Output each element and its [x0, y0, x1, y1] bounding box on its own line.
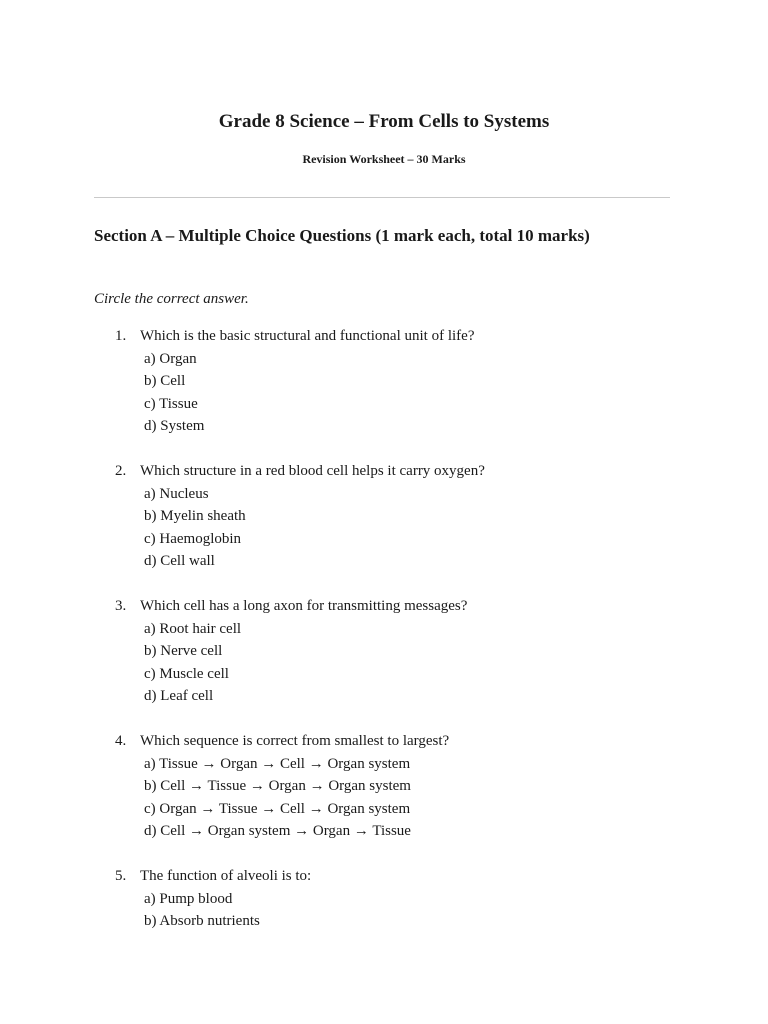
question-text: The function of alveoli is to: — [140, 868, 312, 884]
question-item — [94, 325, 694, 438]
question-text: Which cell has a long axon for transmitting messages? — [140, 598, 468, 614]
answer-option[interactable]: d) Leaf cell — [144, 688, 214, 704]
answer-option[interactable]: c) Tissue — [144, 395, 198, 412]
section-a-instruction: Circle the correct answer. — [94, 291, 249, 307]
answer-option[interactable]: a) Nucleus — [144, 485, 209, 502]
answer-option[interactable]: d) Cell → Organ system → Organ → Tissue — [144, 823, 411, 839]
answer-option[interactable]: b) Nerve cell — [144, 643, 223, 659]
question-item — [94, 730, 694, 843]
question-number: 4. — [115, 733, 127, 749]
answer-options — [94, 753, 694, 843]
question-item — [94, 865, 694, 933]
question-number: 1. — [115, 328, 127, 344]
question-list — [94, 325, 694, 955]
answer-option[interactable]: b) Absorb nutrients — [144, 913, 260, 929]
worksheet-subtitle: Revision Worksheet – 30 Marks — [302, 152, 466, 166]
header-divider — [94, 197, 670, 198]
answer-option[interactable]: b) Cell → Tissue → Organ → Organ system — [144, 778, 411, 794]
answer-option[interactable]: b) Myelin sheath — [144, 508, 246, 524]
answer-options — [94, 348, 694, 438]
answer-option[interactable]: a) Pump blood — [144, 890, 233, 907]
worksheet-title: Grade 8 Science – From Cells to Systems — [218, 111, 550, 132]
question-number: 3. — [115, 598, 127, 614]
answer-options — [94, 483, 694, 573]
answer-option[interactable]: a) Root hair cell — [144, 620, 242, 637]
answer-option[interactable]: d) Cell wall — [144, 553, 215, 569]
answer-option[interactable]: d) System — [144, 418, 205, 434]
question-item — [94, 595, 694, 708]
answer-option[interactable]: c) Organ → Tissue → Cell → Organ system — [144, 800, 411, 817]
answer-options — [94, 618, 694, 708]
question-number: 5. — [115, 868, 127, 884]
answer-option[interactable]: a) Organ — [144, 350, 197, 367]
question-text: Which sequence is correct from smallest to largest? — [140, 733, 450, 749]
answer-option[interactable]: c) Haemoglobin — [144, 530, 242, 547]
section-a-heading: Section A – Multiple Choice Questions (1 mark each, total 10 marks) — [94, 226, 590, 245]
question-number: 2. — [115, 463, 127, 479]
answer-option[interactable]: c) Muscle cell — [144, 665, 229, 682]
answer-option[interactable]: a) Tissue → Organ → Cell → Organ system — [144, 755, 411, 772]
question-text: Which structure in a red blood cell helps it carry oxygen? — [140, 463, 485, 479]
question-text: Which is the basic structural and functional unit of life? — [140, 328, 475, 344]
answer-options — [94, 888, 694, 933]
answer-option[interactable]: b) Cell — [144, 373, 186, 389]
question-item — [94, 460, 694, 573]
